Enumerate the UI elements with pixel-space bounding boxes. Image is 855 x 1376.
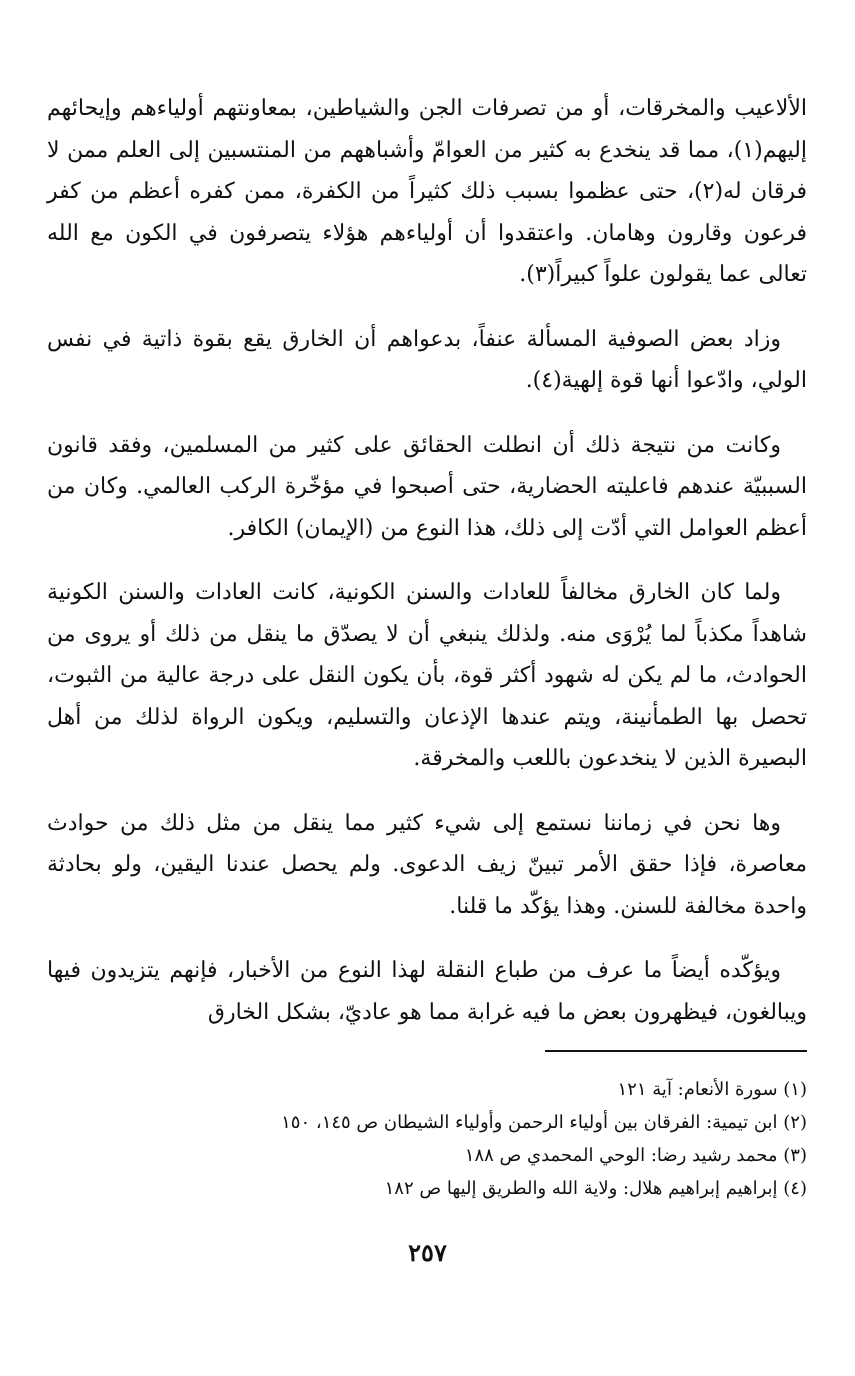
paragraph: ولما كان الخارق مخالفاً للعادات والسنن الكونية، كانت العادات والسنن الكونية شاهداً مكذباً لما يُرْوَى منه. ولذلك ينبغي أن لا يصدّق ما ينقل من ذلك أو يروى من الحوادث، ما لم يكن له شهود أكثر قوة، بأن يكون النقل على درجة عالية من الثبوت، تحصل بها الطمأنينة، ويتم عندها الإذعان والتسليم، ويكون الرواة لذلك من أهل البصيرة الذين لا ينخدعون باللعب والمخرقة. xyxy=(47,580,807,771)
footnote-separator xyxy=(545,1050,807,1052)
page-number: ٢٥٧ xyxy=(408,1238,447,1267)
paragraph-continued: الألاعيب والمخرقات، أو من تصرفات الجن والشياطين، بمعاونتهم أولياءهم وإيحائهم إليهم(١)، مما قد ينخدع به كثير من العوامّ وأشباههم من المنتسبين إلى العلم ممن لا فرقان له(٢)، حتى عظموا بسبب ذلك كثيراً من الكفرة، ممن كفره أعظم من كفر فرعون وقارون وهامان. واعتقدوا أن أولياءهم هؤلاء يتصرفون في الكون مع الله تعالى عما يقولون علواً كبيراً(٣). xyxy=(47,96,807,287)
footnotes xyxy=(47,1073,807,1205)
paragraph: وكانت من نتيجة ذلك أن انطلت الحقائق على كثير من المسلمين، وفقد قانون السببيّة عندهم فاعليته الحضارية، حتى أصبحوا في مؤخّرة الركب العالمي. وكان من أعظم العوامل التي أدّت إلى ذلك، هذا النوع من (الإيمان) الكافر. xyxy=(47,432,807,541)
footnote: (٢) ابن تيمية: الفرقان بين أولياء الرحمن وأولياء الشيطان ص ١٤٥، ١٥٠ xyxy=(281,1112,807,1133)
body-text xyxy=(47,88,807,1056)
paragraph: وها نحن في زماننا نستمع إلى شيء كثير مما ينقل من مثل ذلك من حوادث معاصرة، فإذا حقق الأمر تبينّ زيف الدعوى. ولم يحصل عندنا اليقين، ولو بحادثة واحدة مخالفة للسنن. وهذا يؤكّد ما قلنا. xyxy=(47,810,807,919)
paragraph: ويؤكّده أيضاً ما عرف من طباع النقلة لهذا النوع من الأخبار، فإنهم يتزيدون فيها ويبالغون، فيظهرون بعض ما فيه غرابة مما هو عاديّ، بشكل الخارق xyxy=(47,958,807,1025)
footnote: (٤) إبراهيم إبراهيم هلال: ولاية الله والطريق إليها ص ١٨٢ xyxy=(384,1178,807,1199)
paragraph: وزاد بعض الصوفية المسألة عنفاً، بدعواهم أن الخارق يقع بقوة ذاتية في نفس الولي، وادّعوا أنها قوة إلهية(٤). xyxy=(47,326,807,393)
footnote: (١) سورة الأنعام: آية ١٢١ xyxy=(617,1079,807,1100)
footnote: (٣) محمد رشيد رضا: الوحي المحمدي ص ١٨٨ xyxy=(464,1145,807,1166)
